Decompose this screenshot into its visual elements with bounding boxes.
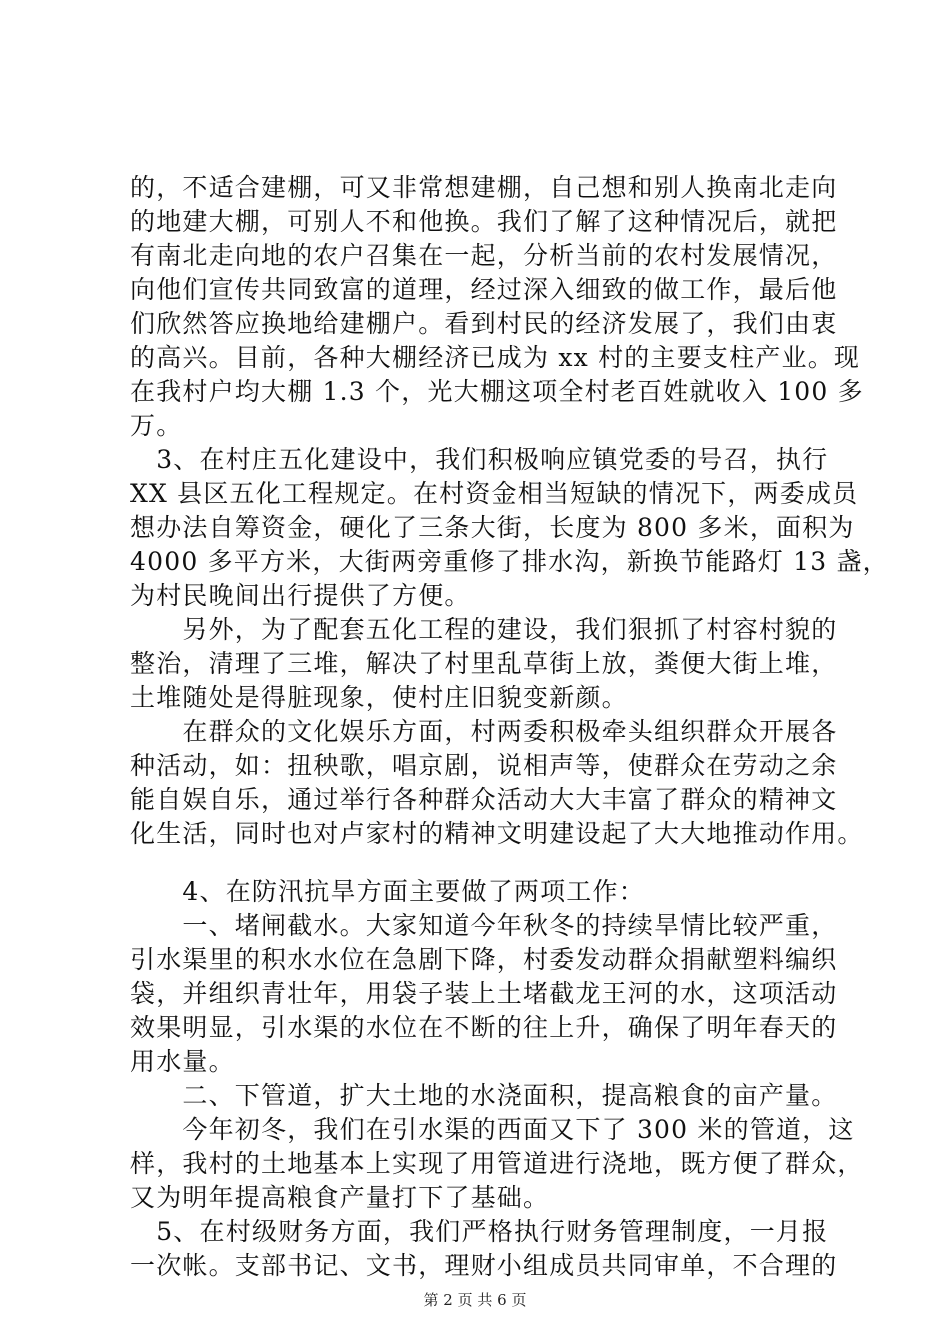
text-line: 想办法自筹资金，硬化了三条大街，长度为 800 多米，面积为 (130, 513, 855, 542)
text-line: 们欣然答应换地给建棚户。看到村民的经济发展了，我们由衷 (130, 309, 838, 338)
text-line: 又为明年提高粮食产量打下了基础。 (130, 1183, 550, 1212)
text-line: 二、下管道，扩大土地的水浇面积，提高粮食的亩产量。 (130, 1081, 838, 1110)
text-line: 为村民晚间出行提供了方便。 (130, 581, 471, 610)
text-line: 有南北走向地的农户召集在一起，分析当前的农村发展情况， (130, 241, 838, 270)
text-line: 的地建大棚，可别人不和他换。我们了解了这种情况后，就把 (130, 207, 838, 236)
text-line: 4000 多平方米，大街两旁重修了排水沟，新换节能路灯 13 盏， (130, 547, 889, 576)
text-line: 一次帐。支部书记、文书，理财小组成员共同审单，不合理的 (130, 1251, 838, 1280)
page-footer: 第 2 页 共 6 页 (423, 1291, 527, 1309)
text-line: 4、在防汛抗旱方面主要做了两项工作： (130, 877, 645, 906)
text-line: 3、在村庄五化建设中，我们积极响应镇党委的号召，执行 (130, 445, 829, 474)
text-line: 今年初冬，我们在引水渠的西面又下了 300 米的管道，这 (130, 1115, 855, 1144)
text-line: 一、堵闸截水。大家知道今年秋冬的持续旱情比较严重， (130, 911, 838, 940)
text-line: 5、在村级财务方面，我们严格执行财务管理制度，一月报 (130, 1217, 829, 1246)
text-line: XX 县区五化工程规定。在村资金相当短缺的情况下，两委成员 (130, 479, 859, 508)
text-line: 的高兴。目前，各种大棚经济已成为 xx 村的主要支柱产业。现 (130, 343, 861, 372)
text-line: 土堆随处是得脏现象，使村庄旧貌变新颜。 (130, 683, 628, 712)
text-line: 样，我村的土地基本上实现了用管道进行浇地，既方便了群众， (130, 1149, 864, 1178)
text-line: 在群众的文化娱乐方面，村两委积极牵头组织群众开展各 (130, 717, 838, 746)
text-line: 另外，为了配套五化工程的建设，我们狠抓了村容村貌的 (130, 615, 838, 644)
text-line: 向他们宣传共同致富的道理，经过深入细致的做工作，最后他 (130, 275, 838, 304)
text-line: 种活动，如：扭秧歌，唱京剧，说相声等，使群众在劳动之余 (130, 751, 838, 780)
text-line: 万。 (130, 411, 183, 440)
text-line: 能自娱自乐，通过举行各种群众活动大大丰富了群众的精神文 (130, 785, 838, 814)
text-line: 用水量。 (130, 1047, 235, 1076)
text-line: 的，不适合建棚，可又非常想建棚，自己想和别人换南北走向 (130, 173, 838, 202)
text-line: 化生活，同时也对卢家村的精神文明建设起了大大地推动作用。 (130, 819, 864, 848)
text-line: 引水渠里的积水水位在急剧下降，村委发动群众捐献塑料编织 (130, 945, 838, 974)
text-line: 整治，清理了三堆，解决了村里乱草街上放，粪便大街上堆， (130, 649, 838, 678)
text-line: 袋，并组织青壮年，用袋子装上土堵截龙王河的水，这项活动 (130, 979, 838, 1008)
text-line: 在我村户均大棚 1.3 个，光大棚这项全村老百姓就收入 100 多 (130, 377, 864, 406)
text-line: 效果明显，引水渠的水位在不断的往上升，确保了明年春天的 (130, 1013, 838, 1042)
